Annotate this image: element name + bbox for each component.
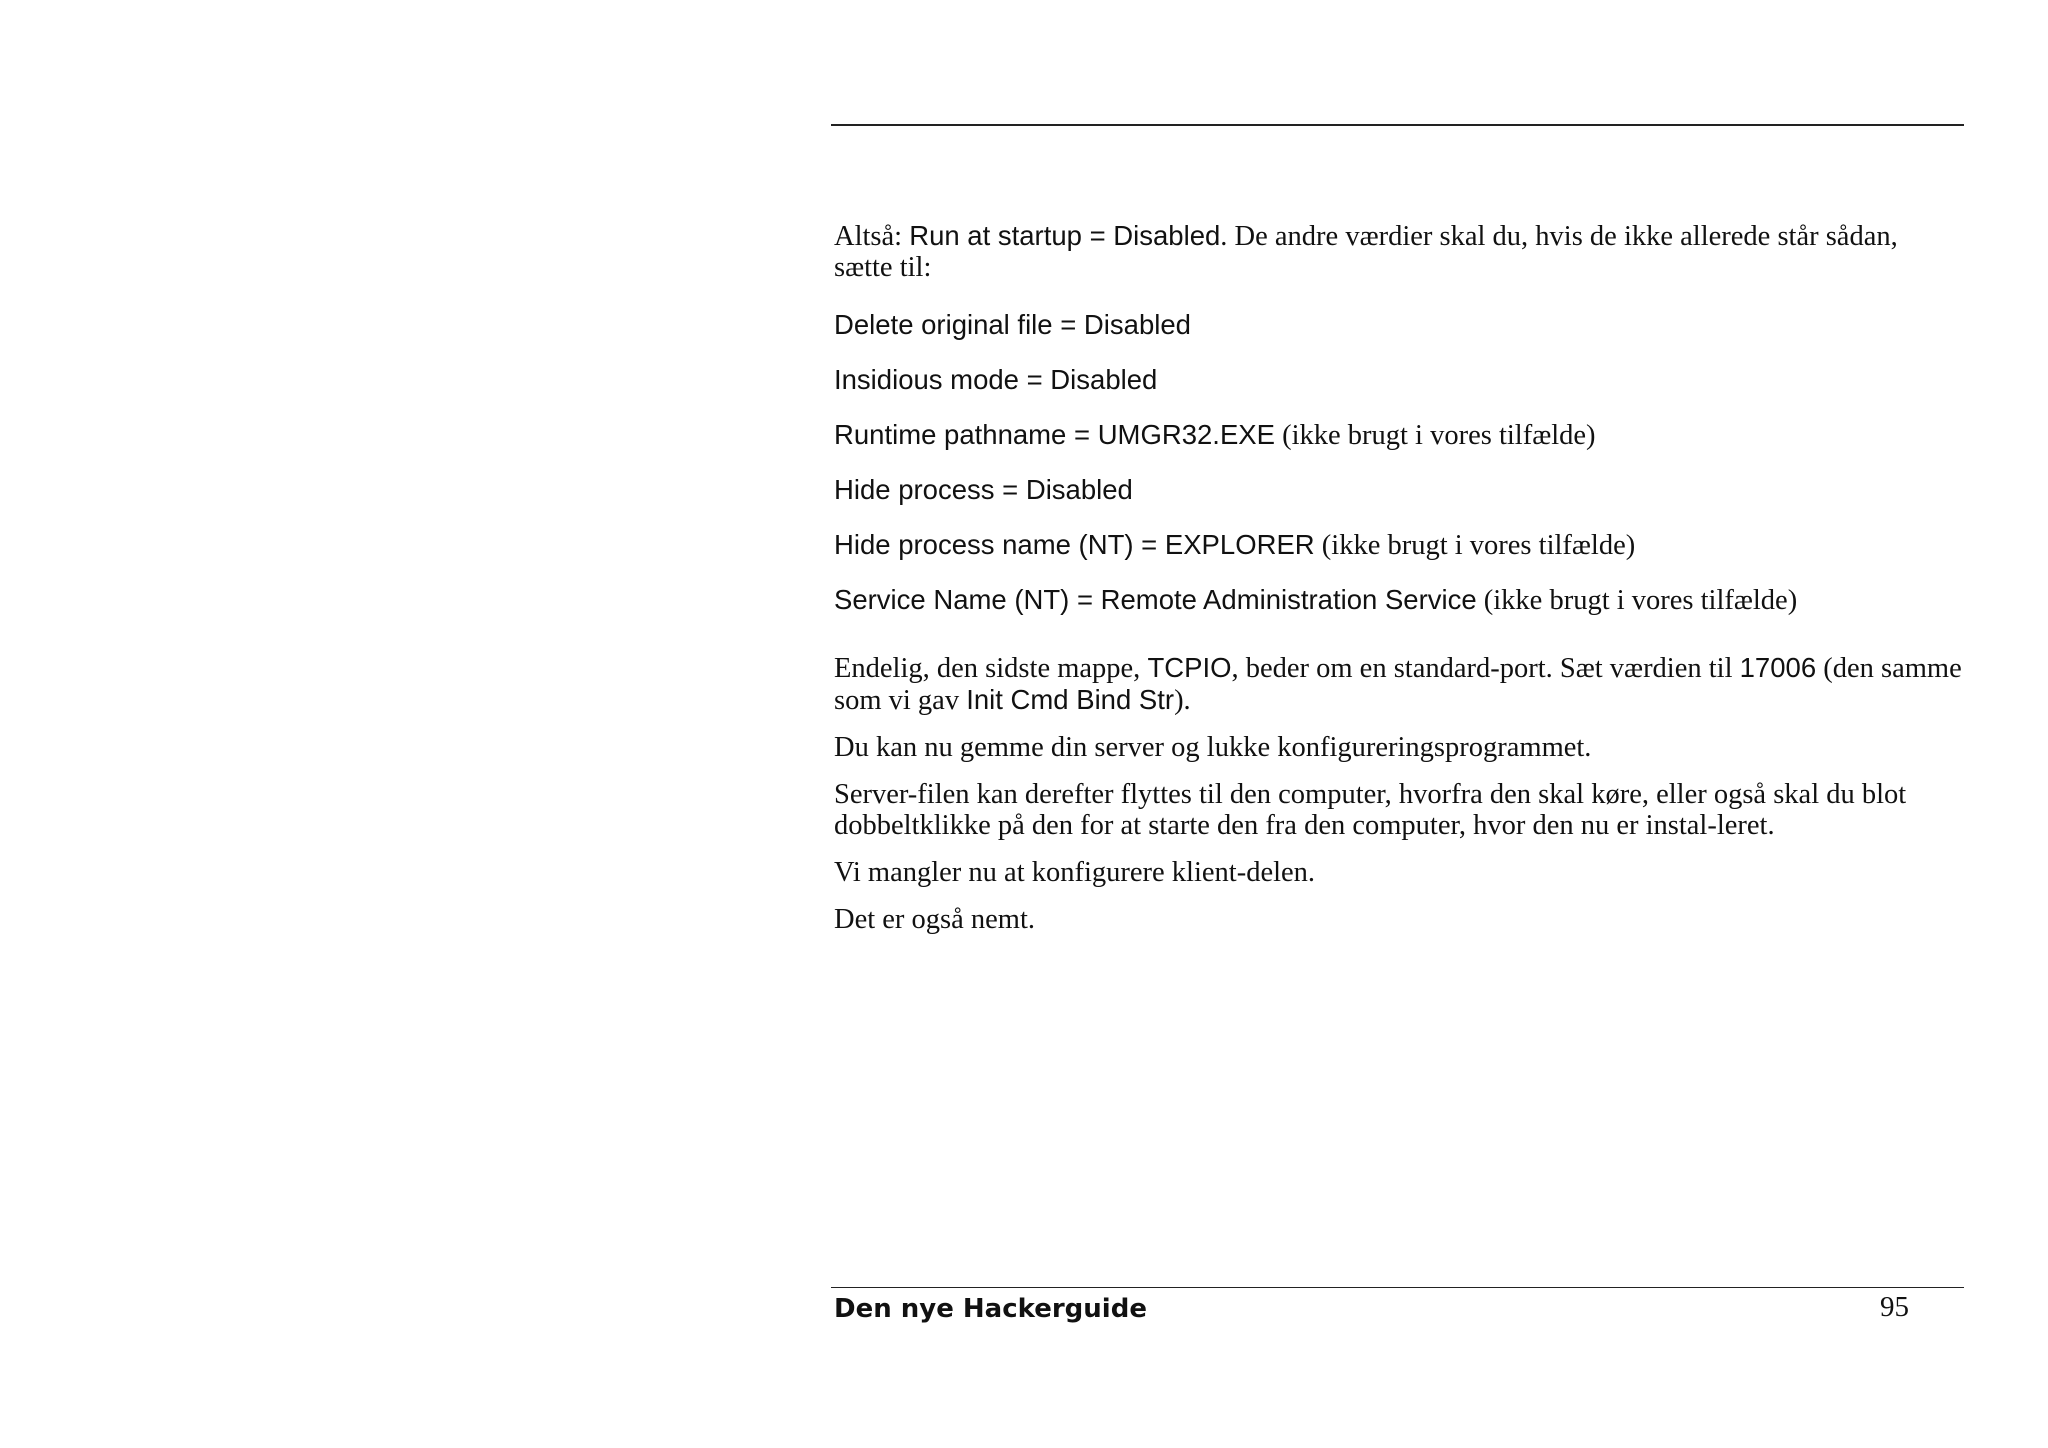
setting-note: (ikke brugt i vores tilfælde): [1476, 585, 1798, 616]
tcpio-text: ).: [1174, 685, 1191, 716]
setting-item: [834, 419, 1962, 455]
setting-value: Service Name (NT) = Remote Administration Service: [834, 584, 1477, 615]
body-paragraph: Det er også nemt.: [834, 904, 1036, 935]
tcpio-text: (den samme som vi gav: [834, 653, 1962, 716]
intro-paragraph: [834, 220, 1962, 283]
tcpio-text: , beder om en standard-port. Sæt værdien til: [1231, 653, 1740, 684]
body-paragraph: Du kan nu gemme din server og lukke konfigureringsprogrammet.: [834, 732, 1592, 763]
setting-note: (ikke brugt i vores tilfælde): [1314, 530, 1636, 561]
footer-rule: [831, 1287, 1964, 1288]
footer-book-title: Den nye Hackerguide: [834, 1294, 1147, 1324]
setting-item: [834, 529, 1962, 565]
page-number: 95: [1880, 1291, 1909, 1323]
setting-value: Hide process = Disabled: [834, 474, 1133, 505]
setting-value: Hide process name (NT) = EXPLORER: [834, 529, 1315, 560]
body-paragraph: Server-filen kan derefter flyttes til den computer, hvorfra den skal køre, eller også skal du blot dobbeltklikke på den for at starte den fra den computer, hvor den nu er instal-leret.: [834, 779, 1907, 841]
setting-item: [834, 474, 1962, 510]
setting-item: [834, 584, 1962, 620]
tcpio-port: 17006: [1739, 652, 1817, 683]
intro-lead: Altså:: [834, 221, 910, 252]
header-rule: [831, 124, 1964, 126]
page-body: [834, 220, 1962, 951]
intro-setting: Run at startup = Disabled: [909, 220, 1221, 251]
tcpio-command: Init Cmd Bind Str: [966, 684, 1175, 715]
setting-item: [834, 309, 1962, 345]
tcpio-paragraph: [834, 652, 1962, 716]
tcpio-folder: TCPIO: [1147, 652, 1232, 683]
intro-rest: . De andre værdier skal du, hvis de ikke allerede står sådan, sætte til:: [834, 221, 1898, 283]
setting-item: [834, 364, 1962, 400]
setting-note: (ikke brugt i vores tilfælde): [1274, 420, 1596, 451]
setting-value: Runtime pathname = UMGR32.EXE: [834, 419, 1275, 450]
setting-value: Insidious mode = Disabled: [834, 364, 1158, 395]
setting-value: Delete original file = Disabled: [834, 309, 1191, 340]
tcpio-text: Endelig, den sidste mappe,: [834, 653, 1148, 684]
body-paragraph: Vi mangler nu at konfigurere klient-delen.: [834, 857, 1316, 888]
settings-list: [834, 309, 1962, 620]
